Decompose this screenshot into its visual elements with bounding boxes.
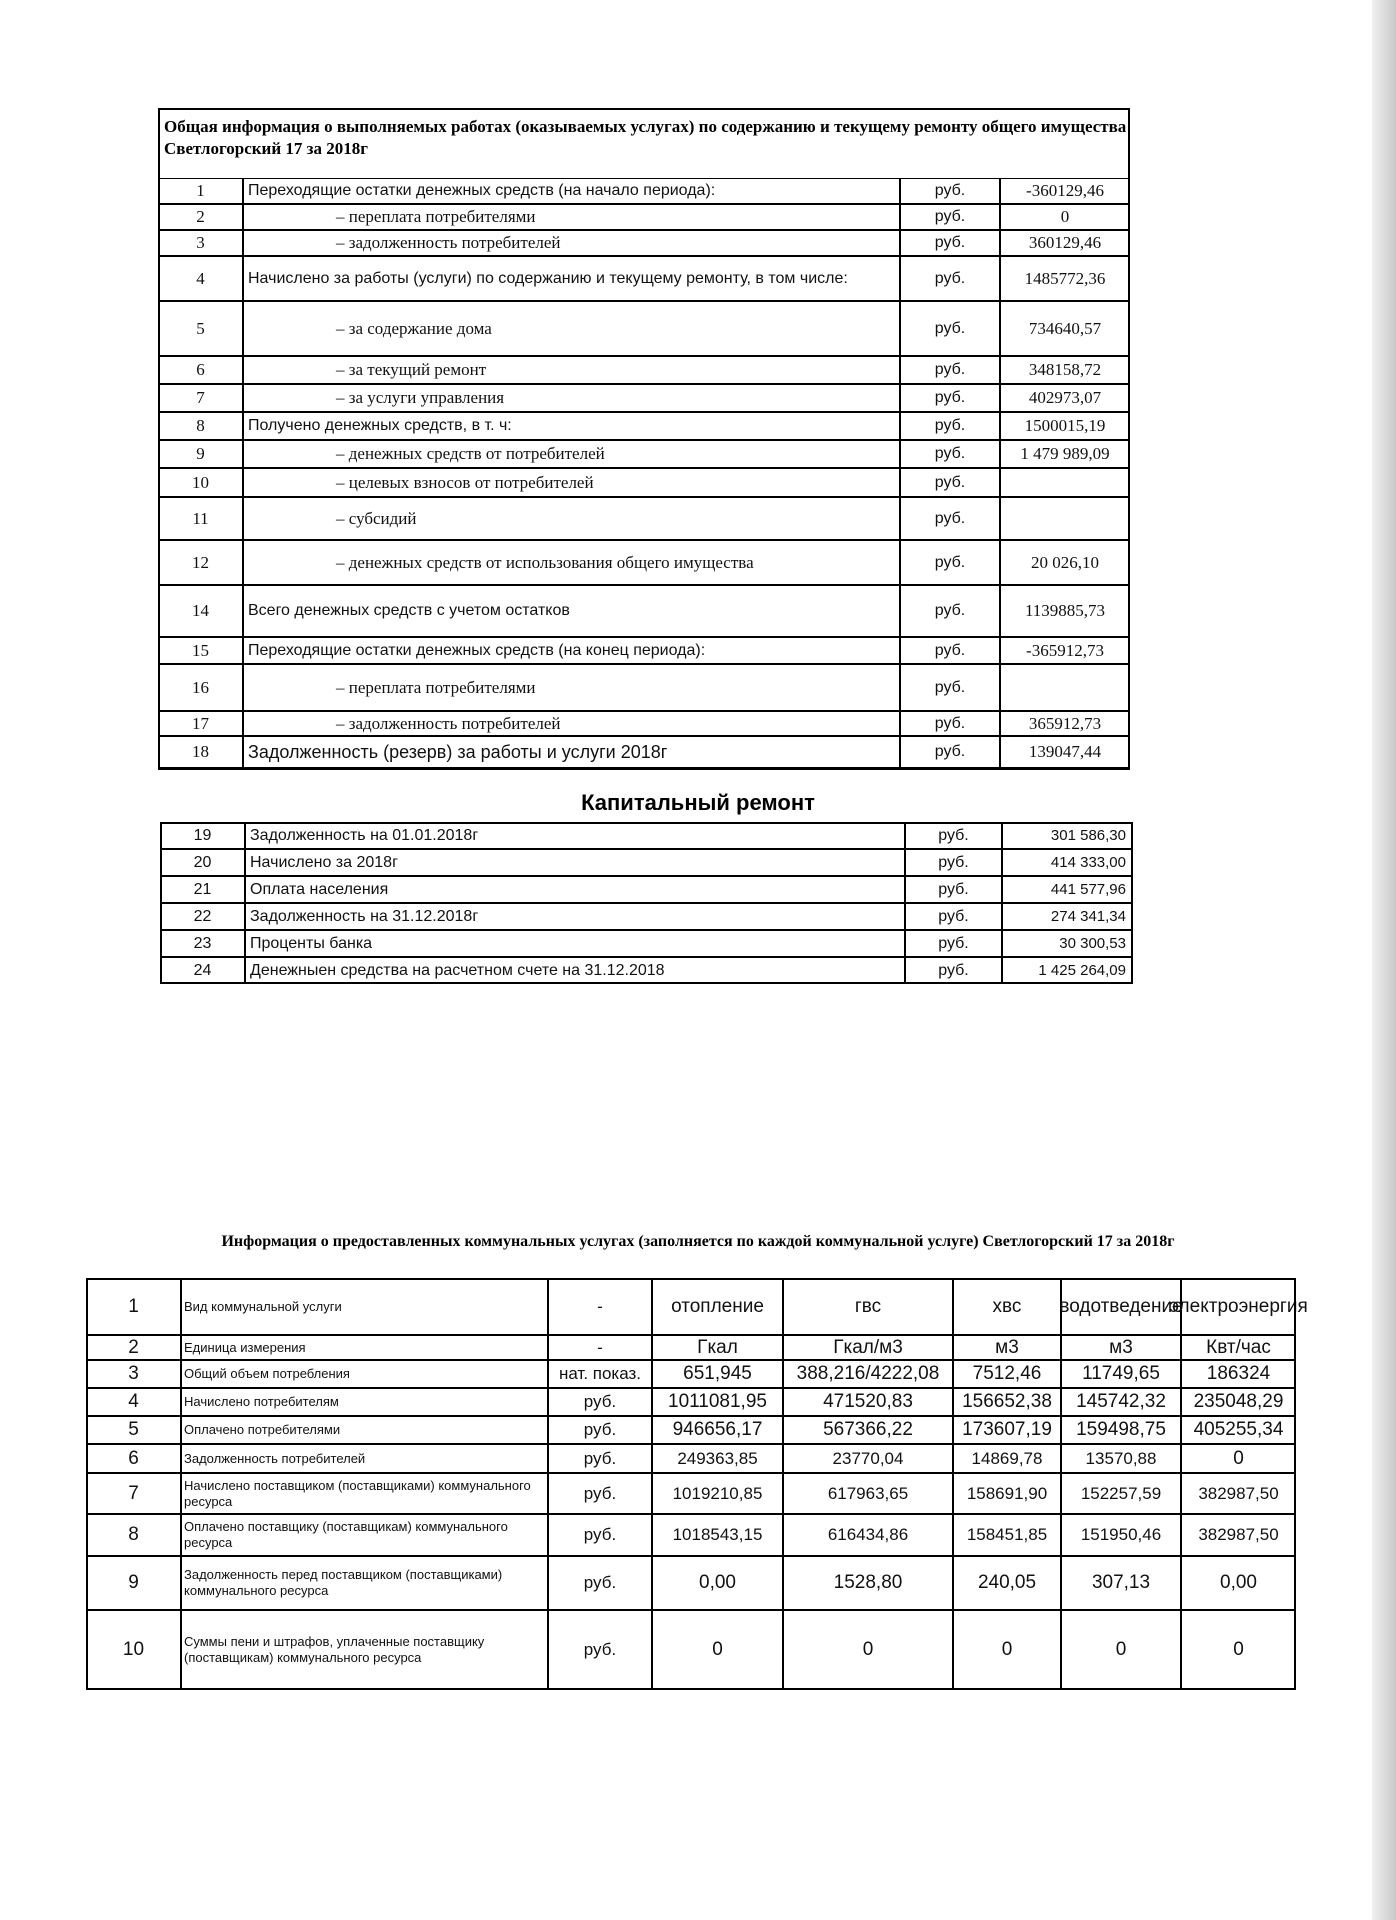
cap-row-unit: руб. — [905, 876, 1002, 903]
row-number: 11 — [158, 497, 243, 540]
util-row-value: 0,00 — [1181, 1556, 1296, 1610]
util-row-value: 159498,75 — [1061, 1416, 1181, 1444]
util-row-number: 8 — [86, 1514, 181, 1556]
util-row-value: хвс — [953, 1278, 1061, 1335]
row-unit: руб. — [900, 356, 1000, 384]
row-value: 402973,07 — [1000, 384, 1130, 412]
cap-row-unit: руб. — [905, 822, 1002, 849]
row-label: Начислено за работы (услуги) по содержанию и текущему ремонту, в том числе: — [243, 256, 900, 301]
row-unit: руб. — [900, 301, 1000, 356]
util-row-unit: руб. — [548, 1556, 652, 1610]
cap-row-value: 441 577,96 — [1002, 876, 1133, 903]
util-row-value: водотведение — [1061, 1278, 1181, 1335]
row-value: 365912,73 — [1000, 711, 1130, 736]
util-row-value: м3 — [1061, 1335, 1181, 1360]
row-unit: руб. — [900, 230, 1000, 256]
row-value: 0 — [1000, 204, 1130, 230]
row-value: 139047,44 — [1000, 736, 1130, 768]
row-number: 16 — [158, 664, 243, 711]
util-row-unit: руб. — [548, 1610, 652, 1690]
row-number: 6 — [158, 356, 243, 384]
row-label: – задолженность потребителей — [243, 230, 900, 256]
util-row-value: электроэнергия — [1181, 1278, 1296, 1335]
row-number: 10 — [158, 468, 243, 497]
util-row-number: 10 — [86, 1610, 181, 1690]
cap-row-number: 22 — [160, 903, 245, 930]
row-unit: руб. — [900, 711, 1000, 736]
util-row-value: 382987,50 — [1181, 1514, 1296, 1556]
util-row-value: 616434,86 — [783, 1514, 953, 1556]
cap-row-label: Задолженность на 31.12.2018г — [245, 903, 905, 930]
util-row-value: 1018543,15 — [652, 1514, 783, 1556]
util-row-value: 249363,85 — [652, 1444, 783, 1473]
util-row-value: 186324 — [1181, 1360, 1296, 1388]
util-row-label: Общий объем потребления — [181, 1360, 548, 1388]
row-value: 1485772,36 — [1000, 256, 1130, 301]
util-row-value: 0 — [953, 1610, 1061, 1690]
util-row-value: 158691,90 — [953, 1473, 1061, 1514]
cap-row-label: Начислено за 2018г — [245, 849, 905, 876]
util-row-value: 0 — [1181, 1444, 1296, 1473]
row-unit: руб. — [900, 540, 1000, 585]
row-number: 5 — [158, 301, 243, 356]
row-number: 2 — [158, 204, 243, 230]
cap-row-value: 1 425 264,09 — [1002, 957, 1133, 984]
util-row-value: 1528,80 — [783, 1556, 953, 1610]
cap-row-label: Оплата населения — [245, 876, 905, 903]
cap-table-border — [160, 822, 1133, 984]
row-unit: руб. — [900, 468, 1000, 497]
row-label: Задолженность (резерв) за работы и услуги 2018г — [243, 736, 900, 768]
util-row-value: Гкал — [652, 1335, 783, 1360]
util-row-label: Задолженность перед поставщиком (поставщиками) коммунального ресурса — [181, 1556, 548, 1610]
row-unit: руб. — [900, 497, 1000, 540]
util-row-value: 471520,83 — [783, 1388, 953, 1416]
util-row-value: Квт/час — [1181, 1335, 1296, 1360]
util-row-value: 307,13 — [1061, 1556, 1181, 1610]
util-row-unit: руб. — [548, 1473, 652, 1514]
row-value: 360129,46 — [1000, 230, 1130, 256]
util-row-value: 651,945 — [652, 1360, 783, 1388]
row-label: – за содержание дома — [243, 301, 900, 356]
util-row-value: 13570,88 — [1061, 1444, 1181, 1473]
util-row-value: отопление — [652, 1278, 783, 1335]
cap-row-label: Денежныен средства на расчетном счете на 31.12.2018 — [245, 957, 905, 984]
util-row-value: 158451,85 — [953, 1514, 1061, 1556]
util-row-value: 946656,17 — [652, 1416, 783, 1444]
cap-row-value: 30 300,53 — [1002, 930, 1133, 957]
util-row-value: 7512,46 — [953, 1360, 1061, 1388]
cap-row-value: 301 586,30 — [1002, 822, 1133, 849]
util-row-unit: руб. — [548, 1514, 652, 1556]
row-number: 4 — [158, 256, 243, 301]
row-number: 12 — [158, 540, 243, 585]
util-row-number: 1 — [86, 1278, 181, 1335]
util-row-number: 3 — [86, 1360, 181, 1388]
scan-edge-shadow — [1372, 0, 1396, 1920]
util-row-value: 1011081,95 — [652, 1388, 783, 1416]
cap-row-value: 414 333,00 — [1002, 849, 1133, 876]
row-unit: руб. — [900, 664, 1000, 711]
cap-row-number: 20 — [160, 849, 245, 876]
row-number: 15 — [158, 637, 243, 664]
util-row-label: Оплачено поставщику (поставщикам) коммунального ресурса — [181, 1514, 548, 1556]
row-number: 3 — [158, 230, 243, 256]
util-row-value: 0 — [1181, 1610, 1296, 1690]
row-value — [1000, 468, 1130, 497]
row-number: 18 — [158, 736, 243, 768]
util-row-value: 173607,19 — [953, 1416, 1061, 1444]
row-label: – переплата потребителями — [243, 204, 900, 230]
cap-row-unit: руб. — [905, 849, 1002, 876]
row-unit: руб. — [900, 585, 1000, 637]
util-row-value: 617963,65 — [783, 1473, 953, 1514]
row-value: 348158,72 — [1000, 356, 1130, 384]
row-label: Всего денежных средств с учетом остатков — [243, 585, 900, 637]
util-row-value: 152257,59 — [1061, 1473, 1181, 1514]
row-label: – субсидий — [243, 497, 900, 540]
cap-row-value: 274 341,34 — [1002, 903, 1133, 930]
util-row-unit: руб. — [548, 1444, 652, 1473]
util-row-value: 0 — [652, 1610, 783, 1690]
row-value: 1 479 989,09 — [1000, 440, 1130, 468]
util-row-label: Вид коммунальной услуги — [181, 1278, 548, 1335]
row-unit: руб. — [900, 440, 1000, 468]
util-row-value: 11749,65 — [1061, 1360, 1181, 1388]
row-number: 17 — [158, 711, 243, 736]
row-unit: руб. — [900, 384, 1000, 412]
row-unit: руб. — [900, 736, 1000, 768]
util-row-value: 1019210,85 — [652, 1473, 783, 1514]
row-number: 8 — [158, 412, 243, 440]
util-row-number: 6 — [86, 1444, 181, 1473]
util-row-value: м3 — [953, 1335, 1061, 1360]
row-label: – за услуги управления — [243, 384, 900, 412]
util-row-number: 2 — [86, 1335, 181, 1360]
cap-row-number: 19 — [160, 822, 245, 849]
row-label: Переходящие остатки денежных средств (на конец периода): — [243, 637, 900, 664]
row-unit: руб. — [900, 256, 1000, 301]
util-row-value: 567366,22 — [783, 1416, 953, 1444]
cap-row-number: 24 — [160, 957, 245, 984]
row-value: 1500015,19 — [1000, 412, 1130, 440]
row-label: Переходящие остатки денежных средств (на начало периода): — [243, 178, 900, 204]
row-unit: руб. — [900, 178, 1000, 204]
row-label: – переплата потребителями — [243, 664, 900, 711]
util-row-value: 14869,78 — [953, 1444, 1061, 1473]
row-unit: руб. — [900, 412, 1000, 440]
row-value: 1139885,73 — [1000, 585, 1130, 637]
util-row-label: Единица измерения — [181, 1335, 548, 1360]
util-row-value: 0,00 — [652, 1556, 783, 1610]
util-row-value: Гкал/м3 — [783, 1335, 953, 1360]
cap-row-number: 23 — [160, 930, 245, 957]
row-number: 9 — [158, 440, 243, 468]
util-row-value: 0 — [783, 1610, 953, 1690]
util-row-value: 405255,34 — [1181, 1416, 1296, 1444]
util-row-number: 9 — [86, 1556, 181, 1610]
cap-row-unit: руб. — [905, 930, 1002, 957]
section3-title: Информация о предоставленных коммунальных услугах (заполняется по каждой коммунальной услуге) Светлогорский 17 за 2018г — [221, 1233, 1175, 1250]
util-row-unit: - — [548, 1278, 652, 1335]
row-number: 14 — [158, 585, 243, 637]
row-value: 734640,57 — [1000, 301, 1130, 356]
row-label: – задолженность потребителей — [243, 711, 900, 736]
util-row-label: Оплачено потребителями — [181, 1416, 548, 1444]
row-number: 1 — [158, 178, 243, 204]
cap-row-label: Проценты банка — [245, 930, 905, 957]
util-row-number: 5 — [86, 1416, 181, 1444]
section2-title: Капитальный ремонт — [581, 790, 815, 815]
util-row-value: 145742,32 — [1061, 1388, 1181, 1416]
row-value: -360129,46 — [1000, 178, 1130, 204]
row-label: – денежных средств от использования общего имущества — [243, 540, 900, 585]
cap-row-unit: руб. — [905, 957, 1002, 984]
util-row-unit: нат. показ. — [548, 1360, 652, 1388]
section1-title: Общая информация о выполняемых работах (оказываемых услугах) по содержанию и текущему ремонту общего имущества Светлогорский 17 за 2018г — [158, 108, 1130, 172]
row-label: Получено денежных средств, в т. ч: — [243, 412, 900, 440]
row-value — [1000, 664, 1130, 711]
util-row-number: 4 — [86, 1388, 181, 1416]
row-number: 7 — [158, 384, 243, 412]
util-row-unit: - — [548, 1335, 652, 1360]
util-row-value: 382987,50 — [1181, 1473, 1296, 1514]
row-label: – за текущий ремонт — [243, 356, 900, 384]
cap-row-number: 21 — [160, 876, 245, 903]
row-value: -365912,73 — [1000, 637, 1130, 664]
util-row-unit: руб. — [548, 1388, 652, 1416]
util-table-border — [86, 1278, 1296, 1690]
util-row-label: Начислено потребителям — [181, 1388, 548, 1416]
util-row-number: 7 — [86, 1473, 181, 1514]
util-row-value: 388,216/4222,08 — [783, 1360, 953, 1388]
row-value — [1000, 497, 1130, 540]
row-value: 20 026,10 — [1000, 540, 1130, 585]
util-row-label: Начислено поставщиком (поставщиками) коммунального ресурса — [181, 1473, 548, 1514]
cap-row-unit: руб. — [905, 903, 1002, 930]
util-row-value: 156652,38 — [953, 1388, 1061, 1416]
util-row-value: 151950,46 — [1061, 1514, 1181, 1556]
row-label: – денежных средств от потребителей — [243, 440, 900, 468]
util-row-unit: руб. — [548, 1416, 652, 1444]
util-row-label: Задолженность потребителей — [181, 1444, 548, 1473]
row-label: – целевых взносов от потребителей — [243, 468, 900, 497]
util-row-value: гвс — [783, 1278, 953, 1335]
util-row-value: 235048,29 — [1181, 1388, 1296, 1416]
cap-row-label: Задолженность на 01.01.2018г — [245, 822, 905, 849]
row-unit: руб. — [900, 637, 1000, 664]
row-unit: руб. — [900, 204, 1000, 230]
util-row-value: 240,05 — [953, 1556, 1061, 1610]
util-row-value: 23770,04 — [783, 1444, 953, 1473]
util-row-label: Суммы пени и штрафов, уплаченные поставщику (поставщикам) коммунального ресурса — [181, 1610, 548, 1690]
util-row-value: 0 — [1061, 1610, 1181, 1690]
